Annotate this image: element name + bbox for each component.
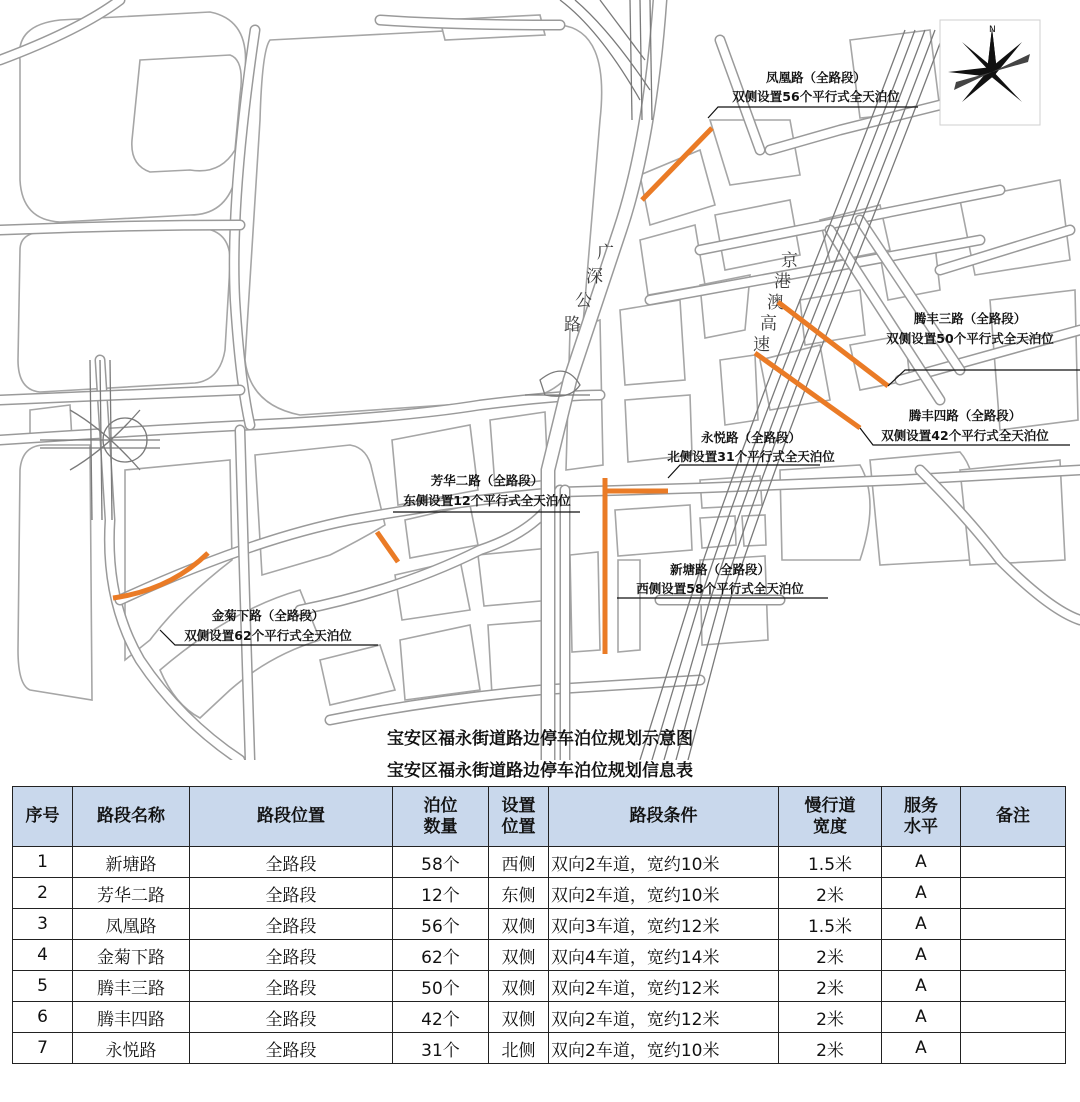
table-cell: 全路段	[190, 1033, 393, 1064]
table-cell: A	[882, 971, 961, 1002]
table-cell: 金菊下路	[73, 940, 190, 971]
header-cell: 路段位置	[190, 787, 393, 847]
table-cell: 2米	[779, 878, 882, 909]
table-row	[13, 940, 1066, 971]
table-cell	[961, 878, 1066, 909]
table-cell: 双向2车道，宽约12米	[549, 1002, 779, 1033]
table-cell: 双向4车道，宽约14米	[549, 940, 779, 971]
table-cell: 全路段	[190, 940, 393, 971]
table-cell	[961, 1002, 1066, 1033]
table-cell: 2米	[779, 1002, 882, 1033]
label-xintang-desc: 西侧设置58个平行式全天泊位	[636, 581, 804, 596]
table-cell: 全路段	[190, 909, 393, 940]
header-cell: 路段条件	[549, 787, 779, 847]
table-cell: 腾丰四路	[73, 1002, 190, 1033]
compass-north-letter: N	[989, 25, 996, 35]
table-cell: 新塘路	[73, 847, 190, 878]
header-cell: 备注	[961, 787, 1066, 847]
table-cell: A	[882, 847, 961, 878]
table-row	[13, 971, 1066, 1002]
table-cell: 双侧	[489, 971, 549, 1002]
table-cell: 3	[13, 909, 73, 940]
table-cell: 2	[13, 878, 73, 909]
table-cell: 31个	[393, 1033, 489, 1064]
label-fanghua-er-name: 芳华二路（全路段）	[430, 473, 544, 488]
header-cell: 设置 位置	[489, 787, 549, 847]
table-title: 宝安区福永街道路边停车泊位规划信息表	[387, 761, 693, 781]
table-cell: 芳华二路	[73, 878, 190, 909]
table-row	[13, 847, 1066, 878]
map-title: 宝安区福永街道路边停车泊位规划示意图	[387, 729, 693, 749]
road-name-guangshen-char: 广	[597, 243, 614, 263]
road-name-expressway-char: 高	[760, 314, 777, 334]
table-cell: 双侧	[489, 940, 549, 971]
table-cell: 1.5米	[779, 847, 882, 878]
road-name-guangshen-char: 公	[575, 291, 592, 311]
header-cell: 慢行道 宽度	[779, 787, 882, 847]
table-cell: 62个	[393, 940, 489, 971]
label-tengfeng-si-desc: 双侧设置42个平行式全天泊位	[881, 428, 1049, 443]
table-cell: 2米	[779, 1033, 882, 1064]
table-cell: 2米	[779, 971, 882, 1002]
header-cell: 服务 水平	[882, 787, 961, 847]
table-cell	[961, 1033, 1066, 1064]
label-jinjuxia-name: 金菊下路（全路段）	[211, 608, 325, 623]
table-cell: A	[882, 1002, 961, 1033]
label-fenghuang-name: 凤凰路（全路段）	[765, 70, 867, 85]
road-name-expressway-char: 京	[781, 251, 798, 271]
table-cell: 4	[13, 940, 73, 971]
table-header-row	[13, 787, 1066, 847]
label-fanghua-er-desc: 东侧设置12个平行式全天泊位	[403, 493, 571, 508]
table-cell: 1	[13, 847, 73, 878]
parking-info-table	[12, 786, 1066, 1064]
table-cell: 全路段	[190, 971, 393, 1002]
table-cell: 50个	[393, 971, 489, 1002]
road-name-expressway-char: 澳	[767, 293, 784, 313]
table-cell: A	[882, 1033, 961, 1064]
table-cell: A	[882, 940, 961, 971]
table-row	[13, 878, 1066, 909]
table-cell: 双向2车道，宽约10米	[549, 1033, 779, 1064]
table-cell: 双侧	[489, 1002, 549, 1033]
road-name-guangshen-char: 路	[564, 315, 581, 335]
table-cell: 北侧	[489, 1033, 549, 1064]
table-cell: 1.5米	[779, 909, 882, 940]
road-name-expressway-char: 速	[753, 335, 770, 355]
road-name-guangshen-char: 深	[586, 267, 603, 287]
table-cell: 东侧	[489, 878, 549, 909]
table-cell: 2米	[779, 940, 882, 971]
table-cell: 双向3车道，宽约12米	[549, 909, 779, 940]
label-tengfeng-san-desc: 双侧设置50个平行式全天泊位	[886, 331, 1054, 346]
table-cell: 全路段	[190, 878, 393, 909]
table-cell: 42个	[393, 1002, 489, 1033]
table-cell: A	[882, 878, 961, 909]
table-cell	[961, 940, 1066, 971]
table-cell: 双向2车道，宽约12米	[549, 971, 779, 1002]
table-row	[13, 1033, 1066, 1064]
table-row	[13, 1002, 1066, 1033]
table-cell: A	[882, 909, 961, 940]
label-yongyue-name: 永悦路（全路段）	[700, 430, 802, 445]
label-fenghuang-desc: 双侧设置56个平行式全天泊位	[732, 89, 900, 104]
table-cell: 7	[13, 1033, 73, 1064]
header-cell: 路段名称	[73, 787, 190, 847]
header-cell: 泊位 数量	[393, 787, 489, 847]
header-cell: 序号	[13, 787, 73, 847]
label-yongyue-desc: 北侧设置31个平行式全天泊位	[667, 449, 835, 464]
table-cell: 永悦路	[73, 1033, 190, 1064]
table-cell: 凤凰路	[73, 909, 190, 940]
table-cell: 5	[13, 971, 73, 1002]
table-cell	[961, 971, 1066, 1002]
table-cell: 56个	[393, 909, 489, 940]
table-cell: 双侧	[489, 909, 549, 940]
table-cell: 6	[13, 1002, 73, 1033]
table-cell	[961, 909, 1066, 940]
label-tengfeng-si-name: 腾丰四路（全路段）	[908, 408, 1022, 423]
table-cell	[961, 847, 1066, 878]
table-cell: 全路段	[190, 1002, 393, 1033]
table-cell: 腾丰三路	[73, 971, 190, 1002]
table-cell: 58个	[393, 847, 489, 878]
table-cell: 西侧	[489, 847, 549, 878]
table-cell: 12个	[393, 878, 489, 909]
table-cell: 双向2车道，宽约10米	[549, 878, 779, 909]
road-name-expressway-char: 港	[774, 272, 791, 292]
compass-rose	[940, 20, 1040, 125]
label-tengfeng-san-name: 腾丰三路（全路段）	[913, 311, 1027, 326]
label-xintang-name: 新塘路（全路段）	[669, 562, 771, 577]
label-jinjuxia-desc: 双侧设置62个平行式全天泊位	[184, 628, 352, 643]
table-row	[13, 909, 1066, 940]
table-cell: 双向2车道，宽约10米	[549, 847, 779, 878]
table-cell: 全路段	[190, 847, 393, 878]
